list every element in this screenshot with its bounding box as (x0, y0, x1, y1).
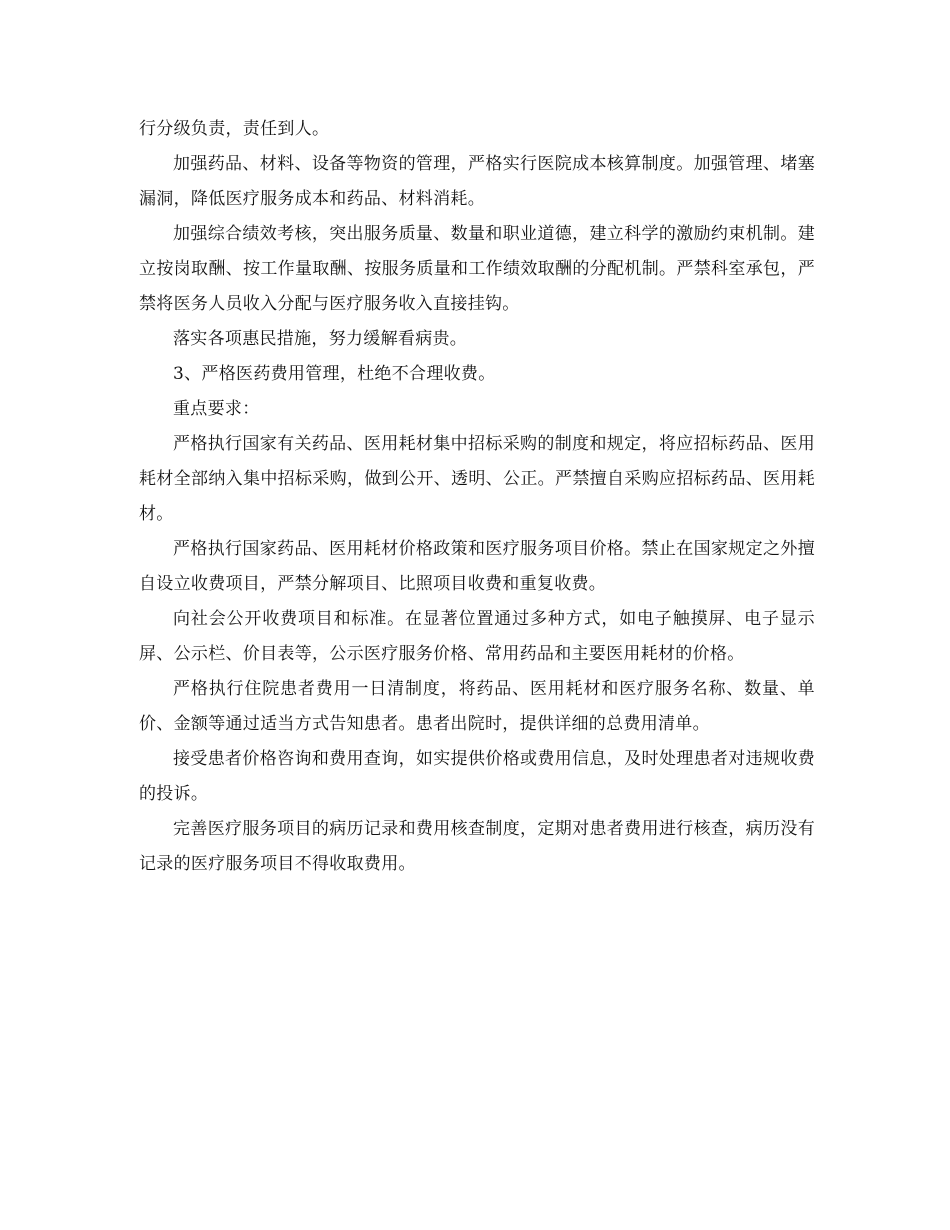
paragraph-0: 行分级负责，责任到人。 (139, 119, 330, 139)
paragraph-2: 加强综合绩效考核，突出服务质量、数量和职业道德，建立科学的激励约束机制。建立按岗取酬、按工作量取酬、按服务质量和工作绩效取酬的分配机制。严禁科室承包，严禁将医务人员收入分配与医疗服务收入直接挂钩。 (139, 224, 815, 314)
paragraph-10: 接受患者价格咨询和费用查询，如实提供价格或费用信息，及时处理患者对违规收费的投诉。 (139, 749, 815, 804)
paragraph-9: 严格执行住院患者费用一日清制度，将药品、医用耗材和医疗服务名称、数量、单价、金额等通过适当方式告知患者。患者出院时，提供详细的总费用清单。 (139, 679, 815, 734)
document-body (139, 112, 815, 882)
paragraph-1: 加强药品、材料、设备等物资的管理，严格实行医院成本核算制度。加强管理、堵塞漏洞，降低医疗服务成本和药品、材料消耗。 (139, 154, 815, 209)
paragraph-6: 严格执行国家有关药品、医用耗材集中招标采购的制度和规定，将应招标药品、医用耗材全部纳入集中招标采购，做到公开、透明、公正。严禁擅自采购应招标药品、医用耗材。 (139, 434, 815, 524)
paragraph-4: 3、严格医药费用管理，杜绝不合理收费。 (173, 364, 496, 384)
paragraph-8: 向社会公开收费项目和标准。在显著位置通过多种方式，如电子触摸屏、电子显示屏、公示栏、价目表等，公示医疗服务价格、常用药品和主要医用耗材的价格。 (139, 609, 815, 664)
paragraph-7: 严格执行国家药品、医用耗材价格政策和医疗服务项目价格。禁止在国家规定之外擅自设立收费项目，严禁分解项目、比照项目收费和重复收费。 (139, 539, 815, 594)
paragraph-3: 落实各项惠民措施，努力缓解看病贵。 (173, 329, 468, 349)
paragraph-5: 重点要求： (173, 399, 260, 419)
paragraph-11: 完善医疗服务项目的病历记录和费用核查制度，定期对患者费用进行核查，病历没有记录的医疗服务项目不得收取费用。 (139, 819, 815, 874)
